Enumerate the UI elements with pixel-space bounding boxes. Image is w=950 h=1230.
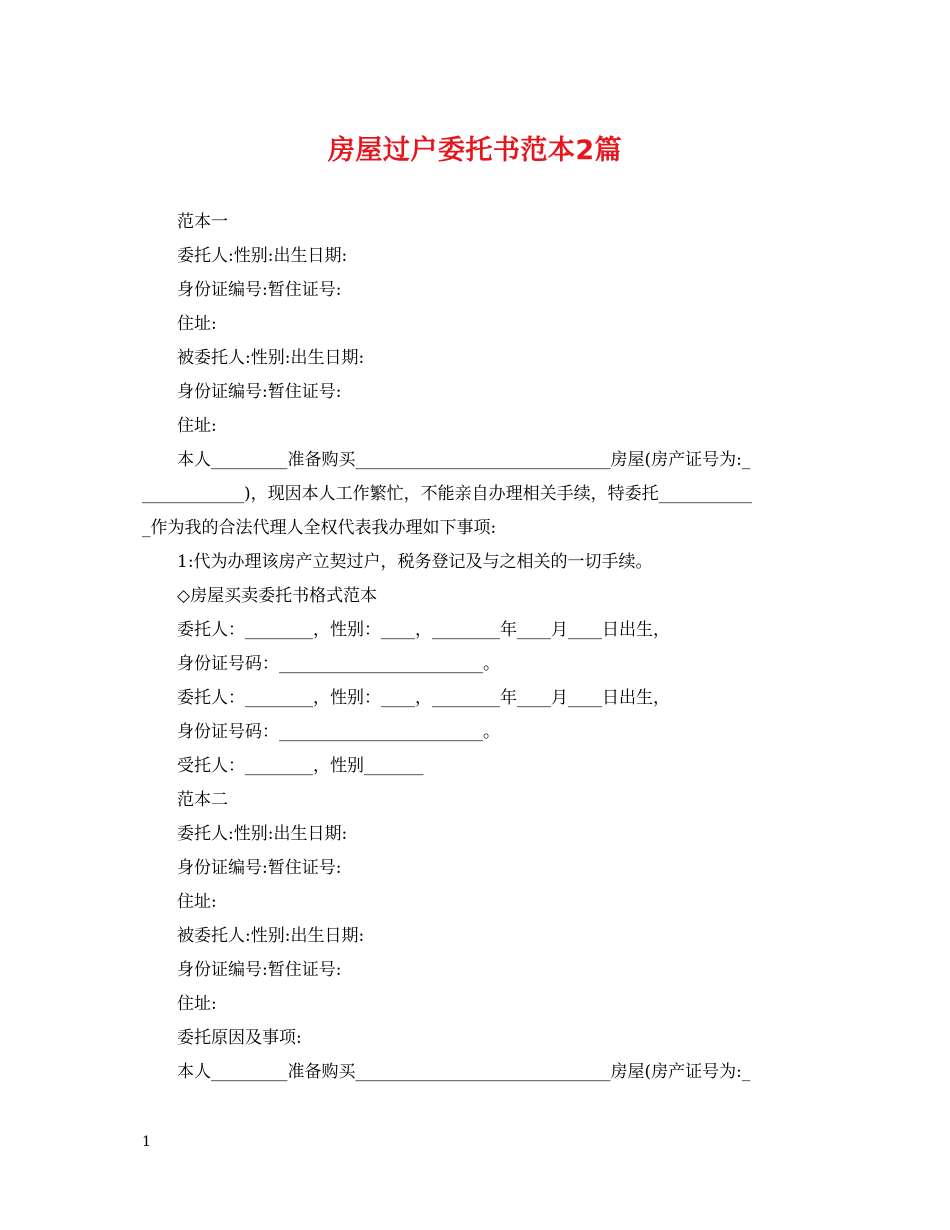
- body-line: 委托人：________，性别：____，________年____月____日出生，: [177, 688, 670, 708]
- body-line: 被委托人:性别:出生日期:: [177, 348, 365, 368]
- body-line: 1:代为办理该房产立契过户，税务登记及与之相关的一切手续。: [177, 552, 653, 572]
- body-line: 本人_________准备购买______________________________房屋(房产证号为:_: [177, 1062, 751, 1082]
- body-line: 身份证编号:暂住证号:: [177, 858, 342, 878]
- body-line: 住址:: [177, 416, 217, 436]
- body-line: 范本一: [177, 212, 228, 232]
- body-line: 身份证号码：________________________。: [177, 654, 500, 674]
- body-line: 被委托人:性别:出生日期:: [177, 926, 365, 946]
- page-number: 1: [142, 1134, 151, 1150]
- body-line: 委托人:性别:出生日期:: [177, 246, 348, 266]
- body-line: 委托人：________，性别：____，________年____月____日出生，: [177, 620, 670, 640]
- body-line: 委托原因及事项:: [177, 1028, 302, 1048]
- document-body: [142, 205, 814, 1089]
- body-line: 受托人：________，性别_______: [177, 756, 424, 776]
- body-line: 身份证编号:暂住证号:: [177, 280, 342, 300]
- body-line: 身份证编号:暂住证号:: [177, 382, 342, 402]
- body-line: ____________)，现因本人工作繁忙，不能亲自办理相关手续，特委托___________: [142, 484, 753, 504]
- body-line: 身份证编号:暂住证号:: [177, 960, 342, 980]
- body-line: 住址:: [177, 314, 217, 334]
- body-line: 委托人:性别:出生日期:: [177, 824, 348, 844]
- body-line: 住址:: [177, 892, 217, 912]
- document-title: 房屋过户委托书范本2篇: [327, 135, 623, 166]
- body-line: 住址:: [177, 994, 217, 1014]
- body-line: 本人_________准备购买______________________________房屋(房产证号为:_: [177, 450, 751, 470]
- body-line: _作为我的合法代理人全权代表我办理如下事项:: [142, 518, 497, 538]
- body-line: 范本二: [177, 790, 228, 810]
- body-line: ◇房屋买卖委托书格式范本: [177, 586, 378, 606]
- body-line: 身份证号码：________________________。: [177, 722, 500, 742]
